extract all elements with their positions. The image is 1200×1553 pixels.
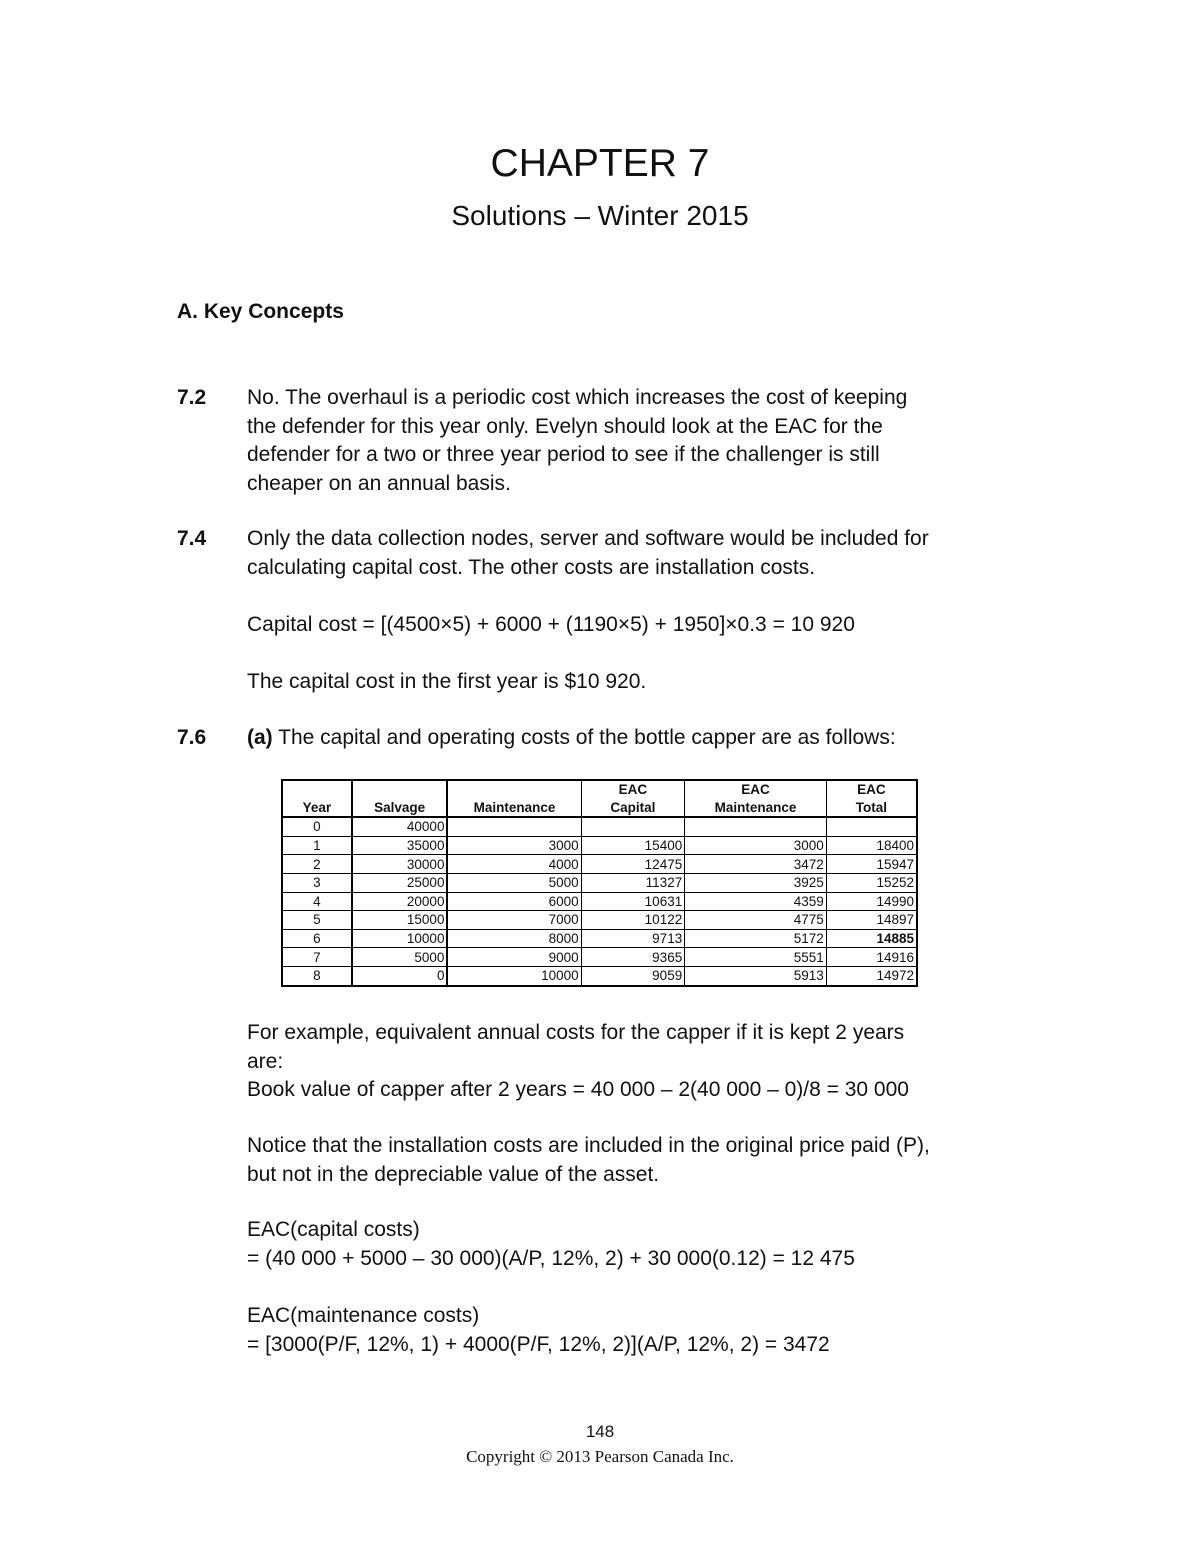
table-row — [282, 911, 917, 930]
header-cell: Salvage — [352, 799, 448, 818]
table-row — [282, 873, 917, 892]
answer-line: defender for a two or three year period to see if the challenger is still — [247, 443, 880, 466]
cell: 4 — [282, 892, 352, 911]
answer-line: No. The overhaul is a periodic cost which increases the cost of keeping — [247, 386, 908, 409]
cell: 1 — [282, 836, 352, 855]
cell: 5000 — [352, 948, 448, 967]
cell: 3000 — [447, 836, 581, 855]
cell: 14990 — [826, 892, 917, 911]
header-cell: Maintenance — [447, 799, 581, 818]
table-header-row — [282, 799, 917, 818]
cell: 40000 — [352, 817, 448, 836]
cell: 5000 — [447, 873, 581, 892]
cell: 5913 — [685, 966, 827, 985]
header-cell: Year — [282, 799, 352, 818]
paragraph-line: Book value of capper after 2 years = 40 000 – 2(40 000 – 0)/8 = 30 000 — [247, 1078, 909, 1101]
table-row — [282, 892, 917, 911]
cell: 10000 — [352, 929, 448, 948]
cell: 7 — [282, 948, 352, 967]
header-cell: EAC — [581, 780, 685, 799]
cell: 9000 — [447, 948, 581, 967]
cell: 15947 — [826, 855, 917, 874]
capper-cost-table — [281, 779, 918, 987]
question-number-7-2: 7.2 — [177, 386, 207, 409]
cell: 10000 — [447, 966, 581, 985]
answer-line: Only the data collection nodes, server and software would be included for — [247, 527, 929, 550]
cell: 4000 — [447, 855, 581, 874]
cell — [826, 817, 917, 836]
eac-maintenance-formula: = [3000(P/F, 12%, 1) + 4000(P/F, 12%, 2)](A/P, 12%, 2) = 3472 — [247, 1332, 830, 1356]
cell: 0 — [352, 966, 448, 985]
cell: 8000 — [447, 929, 581, 948]
cell: 15252 — [826, 873, 917, 892]
capital-cost-conclusion: The capital cost in the first year is $10 920. — [247, 670, 647, 693]
notice-paragraph — [247, 1132, 930, 1189]
header-cell: EAC — [826, 780, 917, 799]
cell: 5172 — [685, 929, 827, 948]
table-row — [282, 855, 917, 874]
cell: 9365 — [581, 948, 685, 967]
table-row — [282, 836, 917, 855]
cell: 6 — [282, 929, 352, 948]
table-row — [282, 817, 917, 836]
cell: 30000 — [352, 855, 448, 874]
answer-line: cheaper on an annual basis. — [247, 471, 511, 495]
paragraph-line: are: — [247, 1049, 284, 1073]
eac-maintenance-block — [247, 1302, 830, 1359]
header-cell: EAC — [685, 780, 827, 799]
paragraph-line: but not in the depreciable value of the asset. — [247, 1162, 660, 1186]
table-row — [282, 966, 917, 985]
page-number: 148 — [585, 1422, 615, 1441]
cell: 9059 — [581, 966, 685, 985]
table-header-row — [282, 780, 917, 799]
eac-capital-label: EAC(capital costs) — [247, 1218, 420, 1241]
chapter-subtitle: Solutions – Winter 2015 — [451, 200, 749, 231]
intro-text: The capital and operating costs of the bottle capper are as follows: — [272, 726, 896, 749]
minimum-eac-cell: 14885 — [826, 929, 917, 948]
answer-7-4 — [247, 525, 929, 582]
cell: 5551 — [685, 948, 827, 967]
cell: 4359 — [685, 892, 827, 911]
cell: 10122 — [581, 911, 685, 930]
header-cell — [352, 780, 448, 799]
cell — [685, 817, 827, 836]
cell: 8 — [282, 966, 352, 985]
cell: 4775 — [685, 911, 827, 930]
part-label: (a) — [247, 726, 273, 749]
cell: 10631 — [581, 892, 685, 911]
paragraph-line: For example, equivalent annual costs for the capper if it is kept 2 years — [247, 1021, 905, 1044]
answer-7-2 — [247, 384, 907, 498]
cell: 9713 — [581, 929, 685, 948]
cell: 3 — [282, 873, 352, 892]
table-row — [282, 929, 917, 948]
eac-maintenance-label: EAC(maintenance costs) — [247, 1304, 480, 1327]
answer-7-6-intro — [247, 724, 896, 753]
cell: 35000 — [352, 836, 448, 855]
eac-capital-block — [247, 1216, 855, 1273]
example-paragraph — [247, 1019, 909, 1105]
cell: 7000 — [447, 911, 581, 930]
header-cell: Capital — [581, 799, 685, 818]
answer-line: the defender for this year only. Evelyn should look at the EAC for the — [247, 414, 883, 438]
cell: 14972 — [826, 966, 917, 985]
question-number-7-6: 7.6 — [177, 726, 207, 749]
header-cell: Total — [826, 799, 917, 818]
cell: 0 — [282, 817, 352, 836]
answer-line: calculating capital cost. The other costs are installation costs. — [247, 555, 816, 579]
table-row — [282, 948, 917, 967]
question-number-7-4: 7.4 — [177, 527, 207, 550]
chapter-title: CHAPTER 7 — [490, 142, 710, 185]
cell — [581, 817, 685, 836]
cell: 15400 — [581, 836, 685, 855]
copyright-notice: Copyright © 2013 Pearson Canada Inc. — [466, 1447, 734, 1466]
capital-cost-formula: Capital cost = [(4500×5) + 6000 + (1190×5) + 1950]×0.3 = 10 920 — [247, 613, 855, 636]
cell: 2 — [282, 855, 352, 874]
paragraph-line: Notice that the installation costs are included in the original price paid (P), — [247, 1134, 930, 1157]
cell — [447, 817, 581, 836]
header-cell: Maintenance — [685, 799, 827, 818]
cell: 3000 — [685, 836, 827, 855]
cell: 20000 — [352, 892, 448, 911]
cell: 11327 — [581, 873, 685, 892]
cell: 3925 — [685, 873, 827, 892]
cell: 5 — [282, 911, 352, 930]
cell: 6000 — [447, 892, 581, 911]
header-cell — [282, 780, 352, 799]
cell: 15000 — [352, 911, 448, 930]
cell: 12475 — [581, 855, 685, 874]
cell: 25000 — [352, 873, 448, 892]
cell: 14916 — [826, 948, 917, 967]
header-cell — [447, 780, 581, 799]
cell: 18400 — [826, 836, 917, 855]
cell: 14897 — [826, 911, 917, 930]
cell: 3472 — [685, 855, 827, 874]
section-heading: A. Key Concepts — [177, 300, 344, 323]
eac-capital-formula: = (40 000 + 5000 – 30 000)(A/P, 12%, 2) + 30 000(0.12) = 12 475 — [247, 1246, 855, 1270]
